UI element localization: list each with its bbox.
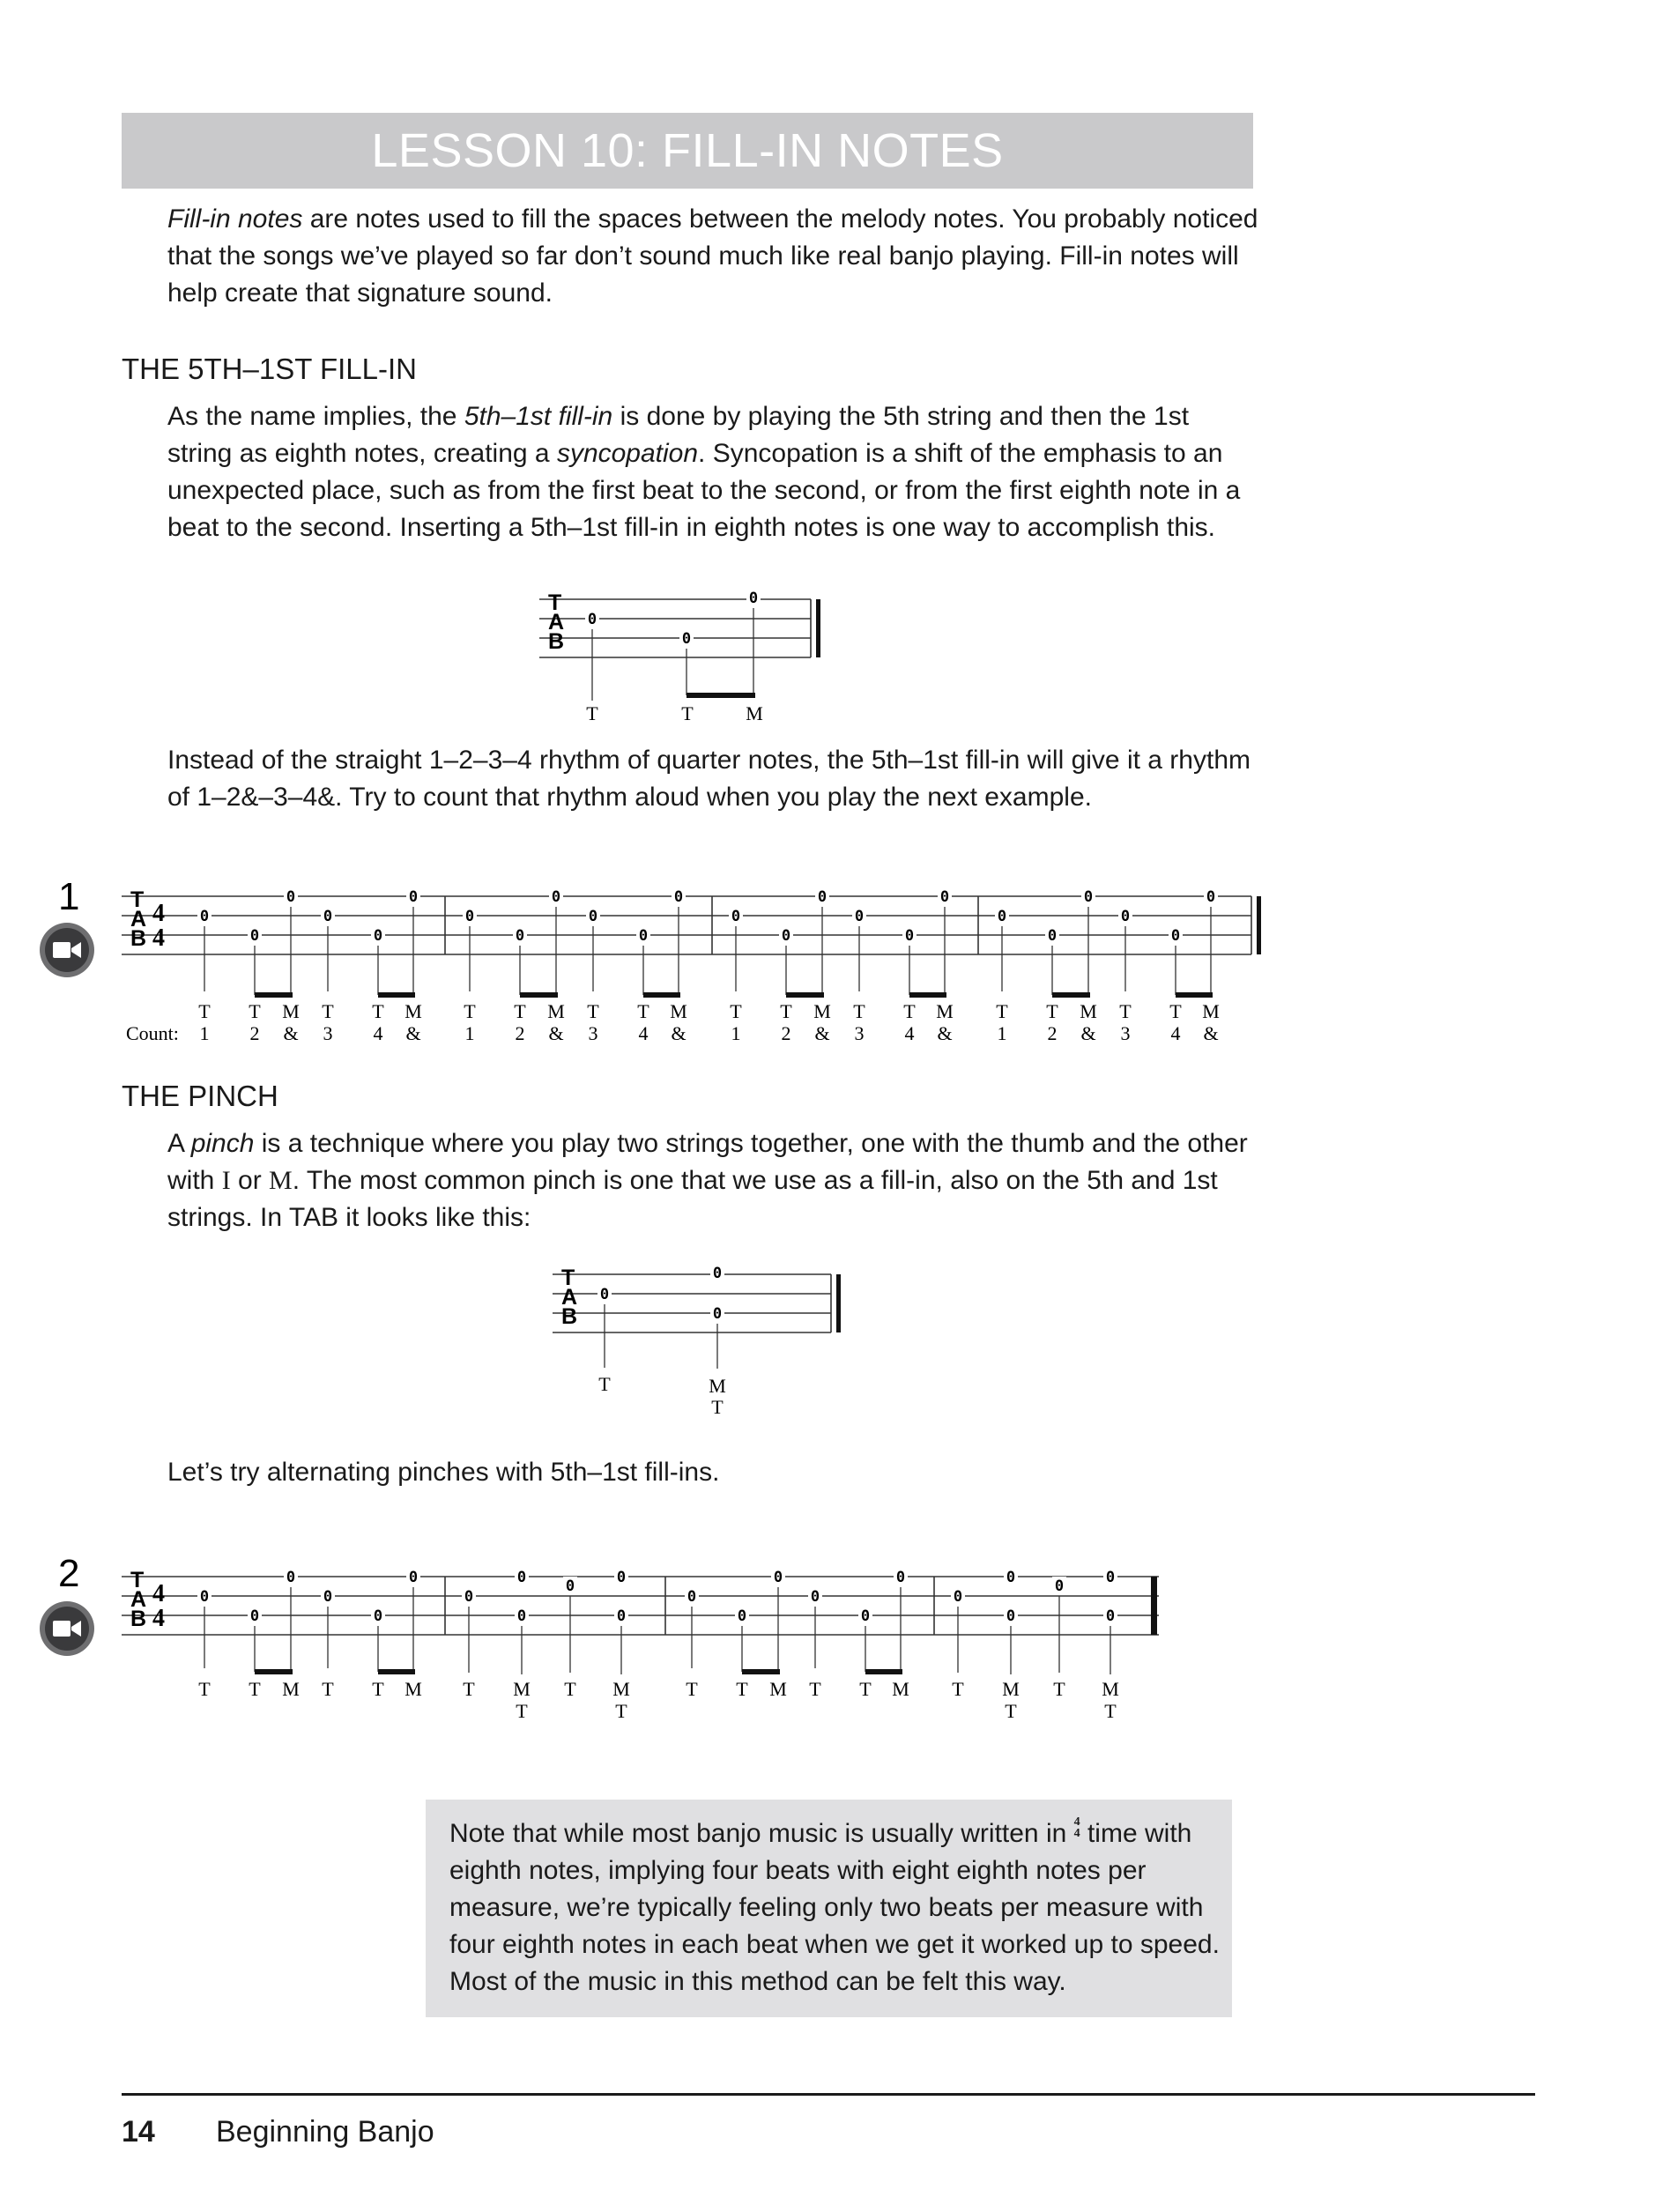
finger-label: T bbox=[681, 702, 694, 724]
note-sidebar bbox=[426, 1800, 1232, 2017]
fret-number: 0 bbox=[1083, 888, 1094, 906]
finger-label: T bbox=[686, 1678, 698, 1700]
finger-label: M bbox=[769, 1678, 787, 1700]
text-span: As the name implies, the bbox=[167, 402, 464, 431]
tab-clef-letter: A bbox=[130, 1587, 147, 1612]
fret-number: 0 bbox=[1170, 927, 1181, 945]
finger-label: T bbox=[1053, 1678, 1065, 1700]
finger-label: M bbox=[1002, 1678, 1020, 1700]
fret-number: 0 bbox=[516, 1607, 527, 1625]
tab-clef-letter: B bbox=[130, 1607, 147, 1631]
tab-clef-letter: B bbox=[548, 629, 565, 654]
eighth-beam bbox=[255, 1669, 293, 1674]
fret-number: 0 bbox=[323, 1588, 333, 1606]
tab-clef-letter: B bbox=[561, 1304, 578, 1329]
alternating-paragraph: Let’s try alternating pinches with 5th–1st fill-ins. bbox=[167, 1458, 720, 1487]
eighth-beam bbox=[378, 992, 415, 998]
finger-label: T bbox=[1169, 1000, 1182, 1022]
tab-clef-letter: A bbox=[548, 610, 565, 635]
finger-label: T bbox=[564, 1678, 576, 1700]
count-label: & bbox=[1203, 1022, 1219, 1044]
time-signature-top: 4 bbox=[152, 1580, 165, 1607]
fret-number: 0 bbox=[616, 1607, 627, 1625]
text-span: A bbox=[167, 1129, 191, 1158]
finger-label: T bbox=[952, 1678, 964, 1700]
finger-label: T bbox=[853, 1000, 865, 1022]
video-camera-body bbox=[53, 1621, 71, 1637]
fret-number: 0 bbox=[860, 1607, 871, 1625]
time-signature-top: 4 bbox=[152, 900, 165, 927]
time-signature-bottom: 4 bbox=[152, 924, 165, 952]
count-prefix: Count: bbox=[126, 1022, 179, 1044]
text-span: Note that while most banjo music is usually written in bbox=[449, 1819, 1074, 1848]
fret-number: 0 bbox=[854, 908, 865, 925]
example-number: 2 bbox=[58, 1552, 80, 1595]
finger-label: T bbox=[586, 702, 598, 724]
count-label: & bbox=[671, 1022, 686, 1044]
eighth-beam bbox=[1176, 992, 1213, 998]
fret-number: 0 bbox=[712, 1265, 723, 1282]
fret-number: 0 bbox=[516, 1569, 527, 1586]
count-label: 1 bbox=[464, 1022, 475, 1044]
count-label: 3 bbox=[588, 1022, 598, 1044]
finger-label: T bbox=[372, 1678, 384, 1700]
final-barline-thick bbox=[816, 599, 820, 657]
fret-number: 0 bbox=[810, 1588, 820, 1606]
finger-label: T bbox=[514, 1000, 526, 1022]
fret-number: 0 bbox=[1006, 1569, 1016, 1586]
fret-number: 0 bbox=[551, 888, 561, 906]
finger-label: T bbox=[198, 1000, 211, 1022]
eighth-beam bbox=[1052, 992, 1090, 998]
text-span: is a technique where you play two strings together, one with the thumb and the other with bbox=[167, 1129, 1248, 1195]
finger-label: T bbox=[463, 1678, 475, 1700]
finger-label: T bbox=[711, 1396, 724, 1418]
fret-number: 0 bbox=[904, 927, 915, 945]
time-signature-fraction bbox=[1074, 1816, 1080, 1839]
fret-number: 0 bbox=[1120, 908, 1131, 925]
sidebar-text bbox=[449, 1815, 1225, 2000]
text-span: or bbox=[230, 1166, 270, 1195]
fret-number: 0 bbox=[953, 1588, 963, 1606]
fret-number: 0 bbox=[588, 908, 598, 925]
finger-label: T bbox=[598, 1373, 611, 1395]
fret-number: 0 bbox=[748, 590, 759, 607]
tab-clef-letter: A bbox=[561, 1285, 578, 1310]
fret-number: 0 bbox=[199, 908, 210, 925]
time-signature-bottom: 4 bbox=[152, 1605, 165, 1632]
fret-number: 0 bbox=[616, 1569, 627, 1586]
fret-number: 0 bbox=[686, 1588, 697, 1606]
finger-label: M bbox=[936, 1000, 954, 1022]
tab-clef-letter: T bbox=[561, 1266, 575, 1290]
finger-label: M bbox=[404, 1678, 422, 1700]
tab-clef-letter: A bbox=[130, 907, 147, 932]
fret-number: 0 bbox=[1105, 1569, 1116, 1586]
count-label: 3 bbox=[323, 1022, 333, 1044]
finger-label: M bbox=[746, 702, 763, 724]
text-span: . The most common pinch is one that we use as a fill-in, also on the 5th and 1st strings. In TAB it looks like this: bbox=[167, 1166, 1218, 1232]
fret-number: 0 bbox=[408, 888, 419, 906]
count-label: & bbox=[1080, 1022, 1096, 1044]
finger-label: T bbox=[249, 1678, 261, 1700]
finger-label: M bbox=[282, 1678, 300, 1700]
eighth-beam bbox=[909, 992, 946, 998]
finger-label: M bbox=[404, 1000, 422, 1022]
finger-label: T bbox=[730, 1000, 742, 1022]
finger-label: T bbox=[615, 1700, 627, 1722]
text-span: time with eighth notes, implying four beats with eight eighth notes per measure, we’re typically feeling only two beats per measure with four eighth notes in each beat when we get it worked up to speed. Most of the music in this method can be felt this way. bbox=[449, 1819, 1220, 1996]
count-label: 1 bbox=[199, 1022, 210, 1044]
finger-label: T bbox=[1046, 1000, 1058, 1022]
count-label: 2 bbox=[249, 1022, 260, 1044]
fret-number: 0 bbox=[323, 908, 333, 925]
fret-number: 0 bbox=[515, 927, 525, 945]
count-label: 2 bbox=[515, 1022, 525, 1044]
count-label: 1 bbox=[731, 1022, 741, 1044]
finger-label: T bbox=[322, 1678, 334, 1700]
finger-label: T bbox=[249, 1000, 261, 1022]
count-label: 1 bbox=[997, 1022, 1007, 1044]
fret-number: 0 bbox=[997, 908, 1007, 925]
fret-number: 0 bbox=[587, 611, 597, 628]
fret-number: 0 bbox=[895, 1569, 906, 1586]
finger-label: T bbox=[859, 1678, 872, 1700]
finger-label: M bbox=[282, 1000, 300, 1022]
fret-number: 0 bbox=[1054, 1577, 1065, 1595]
fret-number: 0 bbox=[673, 888, 684, 906]
text-span: is done by playing the 5th string and then the 1st string as eighth notes, creating a bbox=[167, 402, 1190, 468]
tab-clef-letter: T bbox=[130, 887, 145, 912]
page-number: 14 bbox=[122, 2115, 155, 2149]
fret-number: 0 bbox=[939, 888, 950, 906]
count-label: 4 bbox=[1170, 1022, 1181, 1044]
count-label: 4 bbox=[373, 1022, 383, 1044]
final-barline-thick bbox=[1257, 896, 1261, 954]
fret-number: 0 bbox=[781, 927, 791, 945]
rhythm-paragraph: Instead of the straight 1–2–3–4 rhythm of quarter notes, the 5th–1st fill-in will give it a rhythm of 1–2&–3–4&. Try to count that rhythm aloud when you play the next example. bbox=[167, 746, 1251, 812]
tab-clef-letter: T bbox=[130, 1568, 145, 1592]
count-label: & bbox=[937, 1022, 953, 1044]
fret-number: 0 bbox=[638, 927, 649, 945]
fret-number: 0 bbox=[286, 1569, 296, 1586]
finger-label: T bbox=[903, 1000, 916, 1022]
fret-number: 0 bbox=[1006, 1607, 1016, 1625]
finger-label: T bbox=[322, 1000, 334, 1022]
final-barline-thick bbox=[1151, 1577, 1157, 1635]
count-label: 4 bbox=[904, 1022, 915, 1044]
finger-label: M bbox=[547, 1000, 565, 1022]
finger-label: T bbox=[464, 1000, 476, 1022]
eighth-beam bbox=[786, 992, 824, 998]
tab-clef-letter: B bbox=[130, 926, 147, 951]
finger-label: T bbox=[372, 1000, 384, 1022]
count-label: 2 bbox=[781, 1022, 791, 1044]
finger-label: M bbox=[612, 1678, 630, 1700]
frac-bottom: 4 bbox=[1073, 1827, 1080, 1840]
count-label: 3 bbox=[854, 1022, 865, 1044]
finger-label: T bbox=[516, 1700, 528, 1722]
finger-label: M bbox=[1080, 1000, 1097, 1022]
fret-number: 0 bbox=[773, 1569, 783, 1586]
finger-label: T bbox=[780, 1000, 792, 1022]
finger-label: T bbox=[996, 1000, 1008, 1022]
finger-label: M bbox=[670, 1000, 687, 1022]
finger-label: T bbox=[1119, 1000, 1132, 1022]
eighth-beam bbox=[742, 1669, 780, 1674]
count-label: & bbox=[548, 1022, 564, 1044]
video-camera-body bbox=[53, 942, 71, 958]
finger-label: T bbox=[809, 1678, 821, 1700]
lesson-title: LESSON 10: FILL-IN NOTES bbox=[371, 124, 1004, 177]
fret-number: 0 bbox=[681, 630, 692, 648]
fret-number: 0 bbox=[249, 927, 260, 945]
section-heading-fill-in: THE 5TH–1ST FILL-IN bbox=[122, 353, 417, 385]
finger-m: M bbox=[269, 1166, 293, 1195]
fret-number: 0 bbox=[817, 888, 828, 906]
term-fill-in: 5th–1st fill-in bbox=[464, 402, 613, 431]
intro-text: are notes used to fill the spaces between the melody notes. You probably noticed that the songs we’ve played so far don’t sound much like real banjo playing. Fill-in notes will help create that signature sound. bbox=[167, 204, 1258, 308]
fret-number: 0 bbox=[1206, 888, 1216, 906]
section-heading-pinch: THE PINCH bbox=[122, 1080, 278, 1112]
term-pinch: pinch bbox=[190, 1129, 255, 1158]
finger-label: T bbox=[587, 1000, 599, 1022]
tab-clef-letter: T bbox=[548, 590, 562, 615]
count-label: 2 bbox=[1047, 1022, 1058, 1044]
count-label: 4 bbox=[638, 1022, 649, 1044]
footer-rule bbox=[122, 2093, 1535, 2096]
example-number: 1 bbox=[58, 875, 80, 918]
fret-number: 0 bbox=[1047, 927, 1058, 945]
fret-number: 0 bbox=[737, 1607, 747, 1625]
fret-number: 0 bbox=[1105, 1607, 1116, 1625]
fret-number: 0 bbox=[565, 1577, 575, 1595]
finger-i: I bbox=[221, 1166, 231, 1195]
fret-number: 0 bbox=[199, 1588, 210, 1606]
fret-number: 0 bbox=[286, 888, 296, 906]
finger-label: M bbox=[513, 1678, 531, 1700]
eighth-beam bbox=[378, 1669, 415, 1674]
finger-label: M bbox=[1102, 1678, 1119, 1700]
eighth-beam bbox=[643, 992, 680, 998]
fret-number: 0 bbox=[373, 927, 383, 945]
eighth-beam bbox=[865, 1669, 902, 1674]
finger-label: T bbox=[1104, 1700, 1117, 1722]
eighth-beam bbox=[520, 992, 558, 998]
text-span: . Syncopation is a shift of the emphasis to an unexpected place, such as from the first beat to the second, or from the first eighth note in a beat to the second. Inserting a 5th–1st fill-in in eighth notes is one way to accomplish this. bbox=[167, 439, 1241, 542]
fret-number: 0 bbox=[731, 908, 741, 925]
eighth-beam bbox=[255, 992, 293, 998]
count-label: & bbox=[814, 1022, 830, 1044]
finger-label: T bbox=[198, 1678, 211, 1700]
finger-label: M bbox=[813, 1000, 831, 1022]
fret-number: 0 bbox=[373, 1607, 383, 1625]
count-label: & bbox=[405, 1022, 421, 1044]
finger-label: M bbox=[1202, 1000, 1220, 1022]
finger-label: T bbox=[736, 1678, 748, 1700]
fret-number: 0 bbox=[599, 1286, 610, 1303]
fret-number: 0 bbox=[712, 1305, 723, 1323]
fret-number: 0 bbox=[408, 1569, 419, 1586]
count-label: & bbox=[283, 1022, 299, 1044]
eighth-beam bbox=[686, 693, 755, 698]
final-barline-thick bbox=[836, 1274, 841, 1332]
finger-label: M bbox=[709, 1375, 726, 1397]
count-label: 3 bbox=[1120, 1022, 1131, 1044]
finger-label: T bbox=[637, 1000, 649, 1022]
term-syncopation: syncopation bbox=[556, 439, 699, 468]
intro-term: Fill-in notes bbox=[167, 204, 303, 234]
finger-label: M bbox=[892, 1678, 909, 1700]
fret-number: 0 bbox=[249, 1607, 260, 1625]
fret-number: 0 bbox=[464, 1588, 474, 1606]
book-title: Beginning Banjo bbox=[216, 2115, 434, 2149]
finger-label: T bbox=[1005, 1700, 1017, 1722]
fret-number: 0 bbox=[464, 908, 475, 925]
frac-top: 4 bbox=[1073, 1815, 1080, 1829]
